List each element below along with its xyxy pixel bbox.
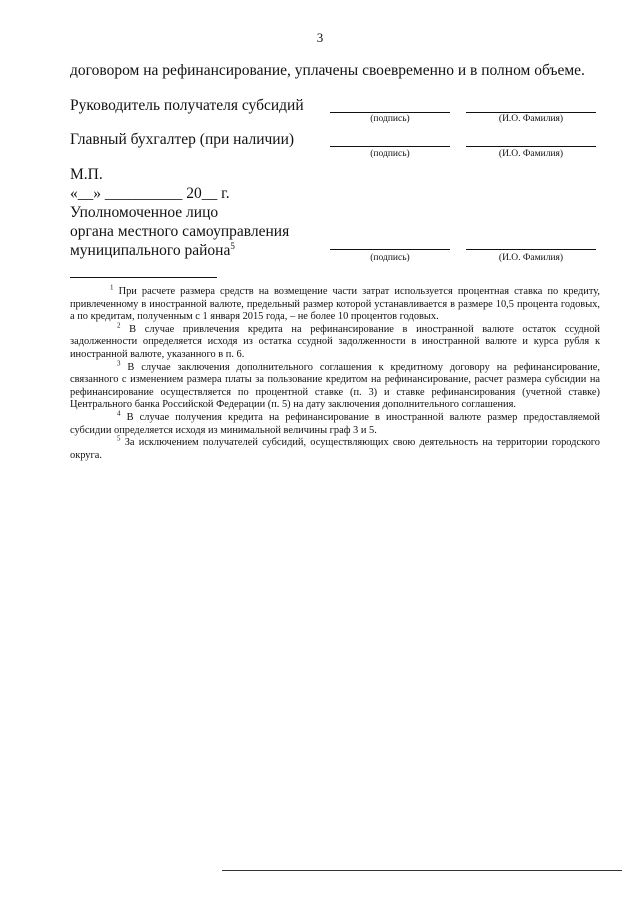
stamp-place-label: М.П. (70, 166, 103, 183)
footnote-4 (70, 409, 600, 437)
authority-line-1: Уполномоченное лицо (70, 204, 219, 221)
name-line (466, 146, 596, 147)
date-line: «__» __________ 20__ г. (70, 185, 230, 202)
signature-caption: (подпись) (370, 114, 410, 124)
footnote-separator (70, 277, 217, 278)
bottom-scan-rule (222, 870, 622, 871)
name-caption: (И.О. Фамилия) (498, 149, 564, 159)
footnote-2 (70, 321, 600, 362)
signature-line (330, 249, 450, 250)
body-text-line: договором на рефинансирование, уплачены своевременно и в полном объеме. (70, 62, 585, 79)
name-line (466, 112, 596, 113)
footnote-mark: 3 (117, 359, 121, 368)
footnote-1 (70, 283, 600, 324)
authority-line-3 (70, 241, 289, 260)
signature-caption: (подпись) (370, 149, 410, 159)
footnote-3 (70, 359, 600, 412)
authority-line-2: органа местного самоуправления (70, 223, 290, 240)
signature-line (330, 112, 450, 113)
footnote-text: За исключением получателей субсидий, осуществляющих свою деятельность на территории городского округа. (70, 437, 600, 461)
signature-line (330, 146, 450, 147)
footnotes (70, 283, 600, 462)
footnote-mark: 1 (110, 283, 114, 292)
head-of-recipient-label: Руководитель получателя субсидий (70, 97, 304, 114)
footnote-text: В случае привлечения кредита на рефинансирование в иностранной валюте остаток ссудной задолженности определяется исходя из остатка ссудной задолженности в иностранной валюте и курса рубля к иностранной валюте, указанного в п. 6. (70, 323, 600, 360)
footnote-mark: 4 (117, 409, 121, 418)
chief-accountant-label: Главный бухгалтер (при наличии) (70, 131, 295, 148)
name-caption: (И.О. Фамилия) (498, 114, 564, 124)
signature-caption: (подпись) (370, 253, 410, 263)
footnote-mark: 5 (117, 434, 121, 443)
footnote-text: В случае заключения дополнительного соглашения к кредитному договору на рефинансирование, связанного с изменением размера платы за пользование кредитом на рефинансирование, расчет размера субсидии на рефинансирование осуществляется по процентной ставке (п. 3) и ставке рефинансирования (учетной ставке) Центрального банка Российской Федерации (п. 5) на дату заключения дополнительного соглашения. (70, 361, 600, 411)
footnote-mark: 2 (117, 321, 121, 330)
footnote-5 (70, 434, 600, 462)
name-caption: (И.О. Фамилия) (498, 253, 564, 263)
name-line (466, 249, 596, 250)
footnote-text: При расчете размера средств на возмещение части затрат используется процентная ставка по кредиту, привлеченному в иностранной валюте, предельный размер которой устанавливается в размере 10,5 процента годовых, а по кредитам, полученным с 1 января 2015 года, – не более 10 процентов годовых. (70, 286, 600, 323)
footnote-text: В случае получения кредита на рефинансирование в иностранной валюте размер предоставляемой субсидии определяется исходя из минимальной величины граф 3 и 5. (70, 411, 600, 436)
page-number: 3 (316, 30, 324, 45)
footnote-ref: 5 (230, 240, 235, 251)
authorized-person-block (70, 165, 289, 260)
authority-line-3-text: муниципального района (70, 242, 231, 259)
